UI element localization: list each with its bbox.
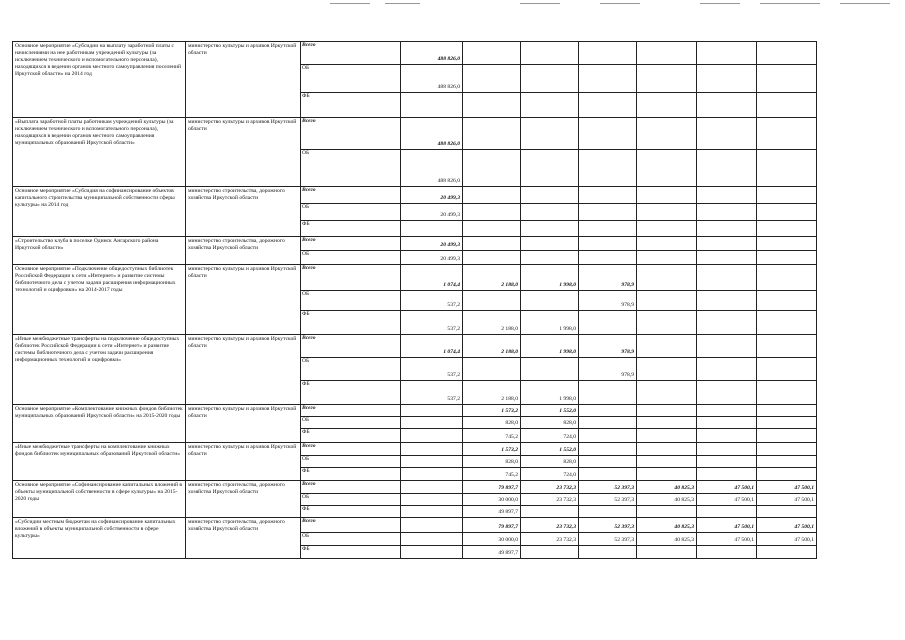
table-right-border xyxy=(816,41,817,558)
value-text: 47 500,1 xyxy=(734,497,754,503)
value-cell xyxy=(578,117,636,149)
value-cell xyxy=(636,416,696,428)
value-cell xyxy=(636,203,696,220)
value-cell xyxy=(578,380,636,404)
value-text: 828,0 xyxy=(505,459,518,465)
value-cell xyxy=(636,186,696,203)
value-text: 828,0 xyxy=(563,459,576,465)
executor-cell: министерство строительства, дорожного хозяйства Иркутской области xyxy=(185,517,300,558)
value-cell xyxy=(636,545,696,558)
value-cell xyxy=(400,220,462,236)
value-cell xyxy=(636,264,696,290)
value-cell xyxy=(696,357,756,380)
value-text: 488 826,0 xyxy=(437,141,460,147)
value-cell xyxy=(636,455,696,467)
value-cell xyxy=(636,117,696,149)
value-cell xyxy=(636,442,696,455)
funding-source-cell: ОБ xyxy=(300,416,400,428)
value-cell xyxy=(756,416,816,428)
value-cell xyxy=(756,357,816,380)
value-cell xyxy=(520,149,578,186)
value-text: 1 998,0 xyxy=(559,326,576,332)
value-cell xyxy=(578,203,636,220)
activity-cell: Основное мероприятие «Субсидия на софинансирование объектов капитального строительства муниципальной собственности сферы культуры» на 2014 год xyxy=(12,186,185,236)
value-cell xyxy=(462,149,520,186)
value-cell xyxy=(636,467,696,480)
value-cell xyxy=(400,480,462,493)
value-text: 52 397,3 xyxy=(614,524,634,530)
value-text: 79 897,7 xyxy=(498,524,518,530)
value-cell xyxy=(696,455,756,467)
value-cell xyxy=(636,290,696,310)
executor-cell: министерство строительства, дорожного хозяйства Иркутской области xyxy=(185,236,300,264)
funding-source-cell: ОБ xyxy=(300,357,400,380)
value-text: 2 188,0 xyxy=(501,282,518,288)
value-cell xyxy=(462,117,520,149)
value-cell xyxy=(636,41,696,64)
value-text: 1 074,4 xyxy=(443,282,460,288)
value-cell xyxy=(696,186,756,203)
activity-cell: «Субсидии местным бюджетам на софинансирование капитальных вложений в объекты муниципальной собственности в сфере культуры» xyxy=(12,517,185,558)
value-text: 23 732,3 xyxy=(556,497,576,503)
value-text: 52 397,3 xyxy=(614,485,634,491)
value-cell xyxy=(756,380,816,404)
value-text: 20 499,3 xyxy=(440,242,460,248)
value-cell xyxy=(578,41,636,64)
value-text: 724,0 xyxy=(563,472,576,478)
value-cell xyxy=(636,380,696,404)
value-cell xyxy=(696,203,756,220)
value-cell xyxy=(756,264,816,290)
value-cell xyxy=(520,236,578,250)
value-text: 1 552,0 xyxy=(559,408,576,414)
value-cell xyxy=(520,41,578,64)
value-text: 49 897,7 xyxy=(498,550,518,556)
funding-source-cell: ФБ xyxy=(300,428,400,442)
value-cell xyxy=(578,416,636,428)
funding-source-cell: ФБ xyxy=(300,467,400,480)
value-text: 40 825,3 xyxy=(674,524,694,530)
value-cell xyxy=(578,404,636,416)
value-cell xyxy=(520,186,578,203)
value-cell xyxy=(462,236,520,250)
value-cell xyxy=(462,64,520,92)
value-cell xyxy=(756,455,816,467)
value-text: 20 499,3 xyxy=(440,256,460,262)
value-text: 40 825,3 xyxy=(674,497,694,503)
value-cell xyxy=(400,455,462,467)
value-text: 20 499,3 xyxy=(440,212,460,218)
funding-source-cell: ФБ xyxy=(300,545,400,558)
value-text: 978,9 xyxy=(621,302,634,308)
funding-source-cell: Всего xyxy=(300,186,400,203)
value-text: 537,2 xyxy=(447,396,460,402)
table-bottom-border xyxy=(12,558,817,559)
value-text: 2 188,0 xyxy=(501,326,518,332)
executor-cell: министерство культуры и архивов Иркутской области xyxy=(185,264,300,334)
value-cell xyxy=(756,545,816,558)
funding-source-cell: ОБ xyxy=(300,493,400,505)
value-cell xyxy=(400,404,462,416)
value-cell xyxy=(578,442,636,455)
executor-cell: министерство культуры и архивов Иркутской области xyxy=(185,117,300,186)
value-cell xyxy=(578,310,636,334)
value-cell xyxy=(400,442,462,455)
value-cell xyxy=(578,428,636,442)
scan-artifact xyxy=(840,3,890,4)
activity-cell: «Иные межбюджетные трансферты на комплектование книжных фондов библиотек муниципальных образований Иркутской области» xyxy=(12,442,185,480)
value-cell xyxy=(400,92,462,117)
funding-source-cell: ОБ xyxy=(300,250,400,264)
value-text: 30 000,0 xyxy=(498,497,518,503)
value-text: 47 500,1 xyxy=(794,537,814,543)
funding-source-cell: ОБ xyxy=(300,64,400,92)
value-text: 978,9 xyxy=(621,349,634,355)
executor-cell: министерство строительства, дорожного хозяйства Иркутской области xyxy=(185,480,300,517)
funding-source-cell: ОБ xyxy=(300,532,400,545)
value-cell xyxy=(400,545,462,558)
value-cell xyxy=(696,442,756,455)
value-cell xyxy=(520,64,578,92)
value-cell xyxy=(462,203,520,220)
value-text: 47 500,1 xyxy=(734,524,754,530)
value-cell xyxy=(636,64,696,92)
funding-source-cell: Всего xyxy=(300,404,400,416)
funding-source-cell: ФБ xyxy=(300,380,400,404)
value-cell xyxy=(756,334,816,357)
value-cell xyxy=(578,64,636,92)
value-cell xyxy=(756,290,816,310)
value-cell xyxy=(756,203,816,220)
value-cell xyxy=(636,334,696,357)
value-cell xyxy=(756,442,816,455)
value-cell xyxy=(696,149,756,186)
value-cell xyxy=(462,357,520,380)
value-cell xyxy=(462,186,520,203)
funding-source-cell: ОБ xyxy=(300,455,400,467)
value-text: 52 397,3 xyxy=(614,497,634,503)
value-cell xyxy=(578,250,636,264)
value-cell xyxy=(756,92,816,117)
funding-source-cell: Всего xyxy=(300,480,400,493)
value-cell xyxy=(696,428,756,442)
value-text: 828,0 xyxy=(505,420,518,426)
value-cell xyxy=(636,310,696,334)
value-cell xyxy=(462,220,520,236)
scan-artifact xyxy=(760,3,820,4)
value-cell xyxy=(696,545,756,558)
value-cell xyxy=(400,467,462,480)
value-text: 978,9 xyxy=(621,282,634,288)
value-cell xyxy=(756,41,816,64)
value-cell xyxy=(696,264,756,290)
value-cell xyxy=(636,357,696,380)
value-cell xyxy=(520,290,578,310)
value-cell xyxy=(756,186,816,203)
value-cell xyxy=(462,41,520,64)
activity-cell: «Иные межбюджетные трансферты на подключение общедоступных библиотек Российской Федерации к сети «Интернет» и развитие системы библиотечного дела с учетом задачи расширения информационных технологий и оцифровки» xyxy=(12,334,185,404)
value-cell xyxy=(520,545,578,558)
scan-artifact xyxy=(520,3,560,4)
value-text: 488 826,0 xyxy=(437,84,460,90)
scan-artifact xyxy=(330,3,370,4)
value-cell xyxy=(578,149,636,186)
value-cell xyxy=(578,220,636,236)
value-cell xyxy=(636,149,696,186)
funding-source-cell: ФБ xyxy=(300,220,400,236)
value-cell xyxy=(756,428,816,442)
value-cell xyxy=(520,357,578,380)
value-text: 23 732,3 xyxy=(556,524,576,530)
value-text: 537,2 xyxy=(447,326,460,332)
value-cell xyxy=(400,416,462,428)
value-cell xyxy=(756,310,816,334)
value-cell xyxy=(636,404,696,416)
value-cell xyxy=(578,467,636,480)
value-cell xyxy=(696,404,756,416)
funding-source-cell: ОБ xyxy=(300,203,400,220)
funding-source-cell: ОБ xyxy=(300,149,400,186)
executor-cell: министерство культуры и архивов Иркутской области xyxy=(185,334,300,404)
funding-source-cell: Всего xyxy=(300,117,400,149)
value-text: 52 397,3 xyxy=(614,537,634,543)
value-text: 2 188,0 xyxy=(501,349,518,355)
value-cell xyxy=(400,505,462,517)
value-cell xyxy=(696,236,756,250)
value-cell xyxy=(696,416,756,428)
value-cell xyxy=(578,545,636,558)
value-cell xyxy=(578,186,636,203)
funding-source-cell: ФБ xyxy=(300,92,400,117)
value-text: 1 573,2 xyxy=(501,447,518,453)
scan-artifact xyxy=(385,3,420,4)
value-cell xyxy=(696,41,756,64)
value-cell xyxy=(756,220,816,236)
value-cell xyxy=(578,92,636,117)
funding-source-cell: Всего xyxy=(300,442,400,455)
funding-source-cell: Всего xyxy=(300,264,400,290)
value-text: 745,2 xyxy=(505,472,518,478)
value-text: 20 499,3 xyxy=(440,195,460,201)
value-cell xyxy=(520,505,578,517)
value-cell xyxy=(756,117,816,149)
value-text: 1 074,4 xyxy=(443,349,460,355)
value-text: 1 998,0 xyxy=(559,396,576,402)
funding-source-cell: Всего xyxy=(300,517,400,532)
value-cell xyxy=(696,380,756,404)
value-cell xyxy=(696,467,756,480)
value-cell xyxy=(400,532,462,545)
value-text: 49 897,7 xyxy=(498,509,518,515)
scan-artifact xyxy=(700,3,740,4)
value-cell xyxy=(520,117,578,149)
value-cell xyxy=(696,334,756,357)
value-text: 488 826,0 xyxy=(437,56,460,62)
value-text: 79 897,7 xyxy=(498,485,518,491)
value-cell xyxy=(696,250,756,264)
value-cell xyxy=(520,220,578,236)
value-text: 2 188,0 xyxy=(501,396,518,402)
value-cell xyxy=(756,236,816,250)
executor-cell: министерство культуры и архивов Иркутской области xyxy=(185,404,300,442)
scan-artifact xyxy=(600,3,640,4)
value-cell xyxy=(756,505,816,517)
value-cell xyxy=(756,404,816,416)
value-text: 488 826,0 xyxy=(437,178,460,184)
value-text: 537,2 xyxy=(447,372,460,378)
value-cell xyxy=(636,428,696,442)
value-text: 1 552,0 xyxy=(559,447,576,453)
value-text: 23 732,3 xyxy=(556,537,576,543)
value-cell xyxy=(520,203,578,220)
value-text: 23 732,3 xyxy=(556,485,576,491)
value-text: 978,9 xyxy=(621,372,634,378)
value-text: 47 500,1 xyxy=(734,537,754,543)
value-cell xyxy=(462,290,520,310)
value-cell xyxy=(462,92,520,117)
funding-source-cell: Всего xyxy=(300,41,400,64)
value-cell xyxy=(400,493,462,505)
executor-cell: министерство культуры и архивов Иркутской области xyxy=(185,442,300,480)
value-text: 47 500,1 xyxy=(734,485,754,491)
value-cell xyxy=(578,236,636,250)
value-text: 47 500,1 xyxy=(794,524,814,530)
value-text: 47 500,1 xyxy=(794,497,814,503)
value-text: 745,2 xyxy=(505,434,518,440)
value-text: 1 998,0 xyxy=(559,349,576,355)
value-cell xyxy=(696,310,756,334)
value-cell xyxy=(756,149,816,186)
value-cell xyxy=(520,92,578,117)
executor-cell: министерство культуры и архивов Иркутской области xyxy=(185,41,300,117)
value-cell xyxy=(636,250,696,264)
executor-cell: министерство строительства, дорожного хозяйства Иркутской области xyxy=(185,186,300,236)
value-cell xyxy=(636,236,696,250)
activity-cell: Основное мероприятие «Субсидии на выплату заработной платы с начислениями на нее работникам учреждений культуры (за исключением технического и вспомогательного персонала), находящихся в ведении органов местного самоуправления поселений Иркутской области» на 2014 год xyxy=(12,41,185,117)
activity-cell: «Выплата заработной платы работникам учреждений культуры (за исключением технического и вспомогательного персонала), находящихся в ведении органов местного самоуправления муниципальных образований Иркутской области» xyxy=(12,117,185,186)
value-text: 30 000,0 xyxy=(498,537,518,543)
funding-source-cell: Всего xyxy=(300,236,400,250)
funding-source-cell: ФБ xyxy=(300,310,400,334)
activity-cell: Основное мероприятие «Комплектование книжных фондов библиотек муниципальных образований Иркутской области» на 2015-2020 годы xyxy=(12,404,185,442)
funding-source-cell: ФБ xyxy=(300,505,400,517)
value-text: 47 500,1 xyxy=(794,485,814,491)
value-cell xyxy=(636,220,696,236)
value-cell xyxy=(756,64,816,92)
value-cell xyxy=(636,92,696,117)
value-cell xyxy=(696,220,756,236)
value-text: 1 573,2 xyxy=(501,408,518,414)
value-text: 828,0 xyxy=(563,420,576,426)
value-text: 1 998,0 xyxy=(559,282,576,288)
value-cell xyxy=(696,505,756,517)
value-cell xyxy=(462,250,520,264)
activity-cell: Основное мероприятие «Подключение общедоступных библиотек Российской Федерации к сети «Интернет» и развитие системы библиотечного дела с учетом задачи расширения информационных технологий и оцифровки» на 2014-2017 годы xyxy=(12,264,185,334)
value-cell xyxy=(400,428,462,442)
value-cell xyxy=(520,250,578,264)
funding-source-cell: Всего xyxy=(300,334,400,357)
funding-source-cell: ОБ xyxy=(300,290,400,310)
value-text: 537,2 xyxy=(447,302,460,308)
value-cell xyxy=(578,505,636,517)
value-cell xyxy=(400,517,462,532)
value-cell xyxy=(696,64,756,92)
value-cell xyxy=(578,455,636,467)
value-cell xyxy=(696,92,756,117)
value-cell xyxy=(756,250,816,264)
value-cell xyxy=(696,290,756,310)
value-cell xyxy=(636,505,696,517)
value-cell xyxy=(756,467,816,480)
value-text: 724,0 xyxy=(563,434,576,440)
activity-cell: «Строительство клуба в поселке Одинск Ангарского района Иркутской области» xyxy=(12,236,185,264)
value-text: 40 825,3 xyxy=(674,485,694,491)
activity-cell: Основное мероприятие «Софинансирование капитальных вложений в объекты муниципальной собственности в сфере культуры» на 2015-2020 годы xyxy=(12,480,185,517)
value-text: 40 825,3 xyxy=(674,537,694,543)
value-cell xyxy=(696,117,756,149)
